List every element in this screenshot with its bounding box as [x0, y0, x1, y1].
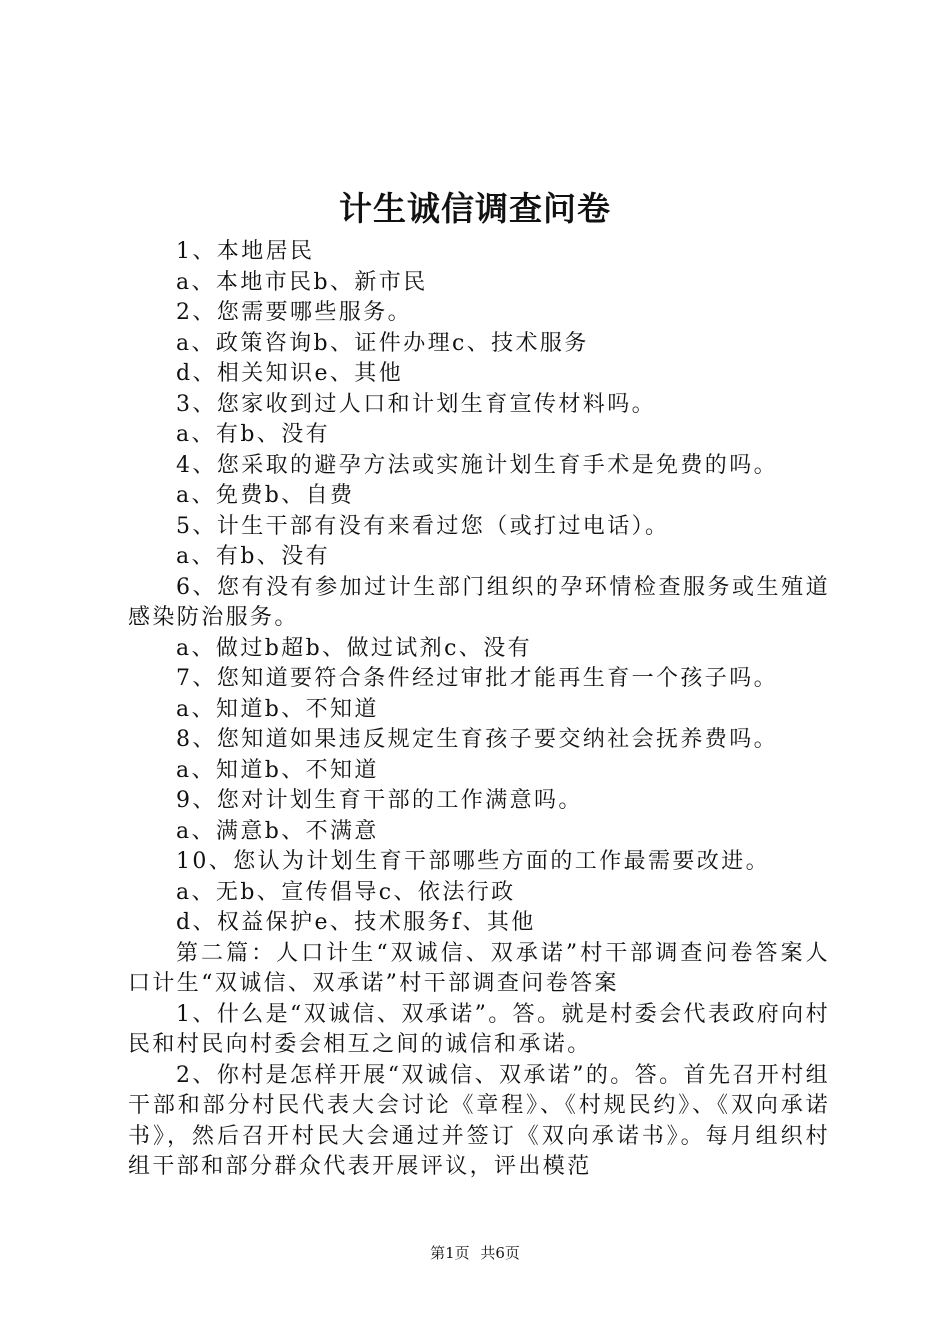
paragraph: 1、什么是“双诚信、双承诺”。答。就是村委会代表政府向村民和村民向村委会相互之间的诚信和承诺。: [128, 1001, 830, 1057]
paragraph: a、有b、没有: [176, 422, 330, 447]
paragraph: a、做过b超b、做过试剂c、没有: [176, 635, 533, 661]
paragraph: a、无b、宣传倡导c、依法行政: [176, 879, 516, 905]
paragraph: a、本地市民b、新市民: [176, 269, 428, 295]
paragraph: d、相关知识e、其他: [176, 361, 404, 386]
paragraph: d、权益保护e、技术服务f、其他: [176, 910, 536, 935]
paragraph: 4、您采取的避孕方法或实施计划生育手术是免费的吗。: [176, 452, 778, 478]
page-total: 共6页: [480, 1244, 520, 1262]
paragraph: a、满意b、不满意: [176, 818, 379, 844]
paragraph: a、有b、没有: [176, 544, 330, 569]
paragraph: 8、您知道如果违反规定生育孩子要交纳社会抚养费吗。: [176, 727, 778, 752]
paragraph: a、知道b、不知道: [176, 696, 379, 722]
paragraph: 9、您对计划生育干部的工作满意吗。: [176, 788, 583, 813]
document-body: [128, 237, 830, 1183]
paragraph: 2、你村是怎样开展“双诚信、双承诺”的。答。首先召开村组干部和部分村民代表大会讨论《章程》、《村规民约》、《双向承诺书》，然后召开村民大会通过并签订《双向承诺书》。每月组织村组干部和部分群众代表开展评议，评出模范: [128, 1062, 830, 1179]
paragraph: 3、您家收到过人口和计划生育宣传材料吗。: [176, 391, 656, 417]
document-title: 计生诚信调查问卷: [339, 189, 611, 228]
page-number: 第1页: [430, 1244, 470, 1262]
paragraph: a、免费b、自费: [176, 483, 355, 508]
paragraph: 10、您认为计划生育干部哪些方面的工作最需要改进。: [176, 849, 770, 874]
paragraph: a、政策咨询b、证件办理c、技术服务: [176, 330, 589, 356]
paragraph: 7、您知道要符合条件经过审批才能再生育一个孩子吗。: [176, 666, 778, 691]
paragraph: 2、您需要哪些服务。: [176, 300, 412, 325]
paragraph: 6、您有没有参加过计生部门组织的孕环情检查服务或生殖道感染防治服务。: [128, 574, 830, 630]
paragraph: 5、计生干部有没有来看过您（或打过电话）。: [176, 513, 670, 539]
paragraph: 1、本地居民: [176, 239, 315, 264]
paragraph: a、知道b、不知道: [176, 757, 379, 783]
paragraph: 第二篇：人口计生“双诚信、双承诺”村干部调查问卷答案人口计生“双诚信、双承诺”村干部调查问卷答案: [128, 940, 830, 996]
page-footer: [0, 1243, 950, 1263]
